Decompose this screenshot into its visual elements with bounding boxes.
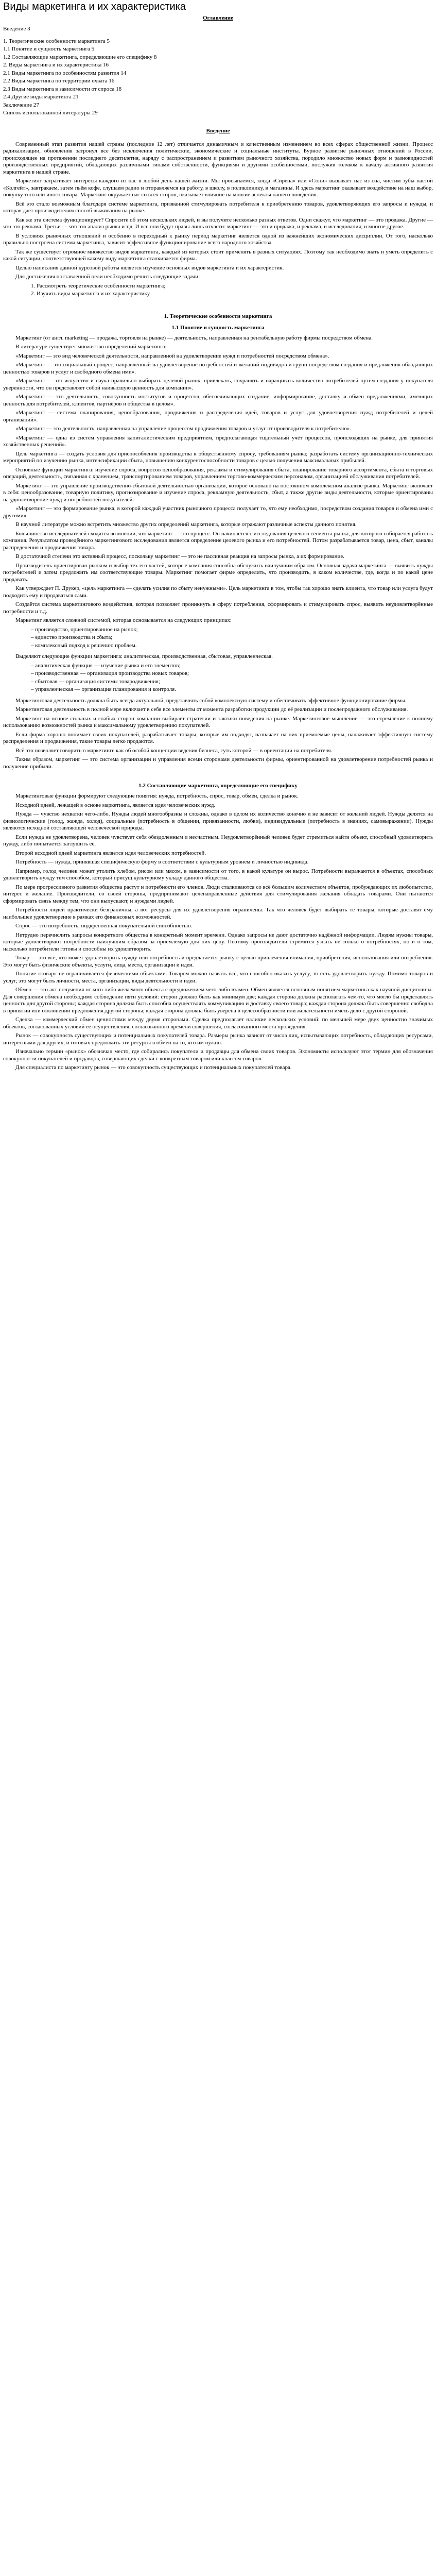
list-item: – производственная — организация производства новых товаров;	[31, 670, 189, 676]
paragraph: Если нужда не удовлетворена, человек чувствует себя обездоленным и несчастным. Неудовлетворённый человек будет стремиться найти объект, способный удовлетворить нужду, либо попытается заглушить её.	[3, 834, 433, 847]
paragraph: Для специалиста по маркетингу рынок — это совокупность существующих и потенциальных покупателей товара.	[15, 1064, 292, 1071]
paragraph: Например, голод человек может утолить хлебом, рисом или мясом, в зависимости от того, в какой культуре он вырос. Потребности выражаются в объектах, способных удовлетворить нужду тем способом, который присущ культурному укладу данного общества.	[3, 868, 433, 881]
paragraph: «Маркетинг — система планирования, ценообразования, продвижения и распределения идей, товаров и услуг для удовлетворения нужд потребителей и целей организаций».	[3, 410, 433, 423]
intro-task-list	[31, 283, 433, 298]
paragraph: Понятие «товар» не ограничивается физическими объектами. Товаром можно назвать всё, что способно оказать услугу, то есть удовлетворить нужду. Помимо товаров и услуг, это могут быть личности, места, организации, виды деятельности и идеи.	[3, 971, 433, 984]
list-item: – сбытовая — организация системы товародвижения;	[31, 678, 161, 685]
section-1-1-body-3	[0, 698, 436, 771]
paragraph: Маркетинговая деятельность должна быть всегда актуальной, представлять собой комплексную систему и обеспечивать эффективное функционирование фирмы.	[15, 697, 407, 704]
toc-entry[interactable]: 1.1 Понятие и сущность маркетинга 5	[3, 46, 95, 52]
paragraph: Основные функции маркетинга: изучение спроса, вопросов ценообразования, рекламы и стимулирования сбыта, планирование товарного ассортимента, сбыта и торговых операций, деятельность, связанная с хранением, транспортированием товаров, управлением торгово-коммерческим персоналом, организацией обслуживания потребителей.	[3, 466, 433, 480]
document-title: Виды маркетинга и их характеристика	[3, 1, 186, 12]
document	[0, 1, 436, 1084]
paragraph: Товар — это всё, что может удовлетворить нужду или потребность и предлагается рынку с целью привлечения внимания, приобретения, использования или потребления. Это могут быть физические объекты, услуги, лица, места, организации и идеи.	[3, 955, 433, 968]
intro-heading: Введение	[206, 127, 230, 134]
paragraph: Маркетинг является сложной системой, которая основывается на следующих принципах:	[15, 617, 232, 623]
paragraph: Как же эта система функционирует? Спросите об этом нескольких людей, и вы получите несколько разных ответов. Одни скажут, что маркетинг — это продажа. Другие — что это реклама. Третьи — что это анализ рынка и т.д. И все они будут правы лишь отчасти: маркетинг — это и продажа, и реклама, и исследования, и многое другое.	[3, 216, 433, 230]
paragraph: В литературе существует множество определений маркетинга:	[15, 344, 167, 350]
paragraph: Рынок — совокупность существующих и потенциальных покупателей товара. Размеры рынка зависят от числа лиц, испытывающих потребность, обладающих ресурсами, интересными для других, и готовых предложить эти ресурсы в обмен на то, что им нужно.	[3, 1032, 433, 1046]
paragraph: Таким образом, маркетинг — это система организации и управления всеми сторонами деятельности фирмы, ориентированной на удовлетворение потребностей рынка и получение прибыли.	[3, 756, 433, 770]
paragraph: Маркетинг на основе сильных и слабых сторон компании выбирает стратегии и тактики поведения на рынке. Маркетинговое мышление — это стремление к полному использованию возможностей рынка и максимальному удовлетворению покупателей.	[3, 715, 433, 728]
paragraph: Большинство исследователей сходятся во мнении, что маркетинг — это процесс. Он начинается с исследования целевого сегмента рынка, для которого собирается работать компания. Результатом проведённого маркетингового исследования является определение целевого рынка и его потребностей. Потом разрабатывается товар, цена, сбыт, каналы распределения и продвижения товара.	[3, 530, 433, 551]
list-item: – единство производства и сбыта;	[31, 634, 113, 640]
list-item: – аналитическая функция — изучение рынка и его элементов;	[31, 662, 181, 669]
paragraph: Маркетинг (от англ. marketing — продажа, торговля на рынке) — деятельность, направленная на рентабельную работу фирмы посредством обмена.	[15, 334, 373, 341]
principles-list	[31, 626, 433, 650]
paragraph: Маркетинговые функции формируют следующие понятия: нужда, потребность, спрос, товар, обмен, сделка и рынок.	[15, 793, 299, 799]
paragraph: Если фирма хорошо понимает своих покупателей, разрабатывает товары, которые им подходят, назначает на них приемлемые цены, налаживает эффективную систему распределения и продвижения, такие товары легко продаются.	[3, 731, 433, 744]
toc-entry[interactable]: 1.2 Составляющие маркетинга, определяющие его специфику 8	[3, 54, 157, 60]
section-1-2-body	[0, 793, 436, 1072]
toc-entry[interactable]: Заключение 27	[3, 101, 39, 108]
paragraph: Маркетинг — это управление производственно-сбытовой деятельностью организации, которое основано на постоянном комплексном анализе рынка. Маркетинг включает в себя: ценообразование, товарную политику, прогнозирование и изучение спроса, рекламную деятельность, сбыт, а также другие виды деятельности, которые ориентированы на удовлетворение нужд и потребностей покупателей.	[3, 482, 433, 503]
paragraph: Обмен — это акт получения от кого-либо желаемого объекта с предложением чего-либо взамен. Обмен является основным понятием маркетинга как научной дисциплины. Для совершения обмена необходимо соблюдение пяти условий: сторон должно быть как минимум две; каждая сторона должна располагать чем-то, что могло бы представлять ценность для другой стороны; каждая сторона должна быть способна осуществлять коммуникацию и доставку своего товара; каждая сторона должна быть совершенно свободна в принятии или отклонении предложения другой стороны; каждая сторона должна быть уверена в целесообразности или желательности иметь дело с другой стороной.	[3, 987, 433, 1014]
paragraph: Как утверждает П. Друкер, «цель маркетинга — сделать усилия по сбыту ненужными». Цель маркетинга в том, чтобы так хорошо знать клиента, что товар или услуга будут подходить ему и продаваться сами.	[3, 585, 433, 599]
paragraph: Так же существует огромное множество видов маркетинга, каждый из которых стоит применять в разных ситуациях. Поэтому так необходимо знать и уметь определить с какой ситуации, соответствующей какому виду маркетинга сталкивается фирма.	[3, 248, 433, 262]
chapter1-heading: 1. Теоретические особенности маркетинга	[164, 313, 272, 319]
paragraph: Второй исходной идеей маркетинга является идея человеческих потребностей.	[15, 850, 206, 856]
list-item: – комплексный подход к решению проблем.	[31, 642, 137, 649]
paragraph: Изначально термин «рынок» обозначал место, где собирались покупатели и продавцы для обмена своих товаров. Экономисты используют этот термин для обозначения совокупности покупателей и продавцов, совершающих сделки с конкретным товаром или классом товаров.	[3, 1048, 433, 1062]
intro-section	[0, 141, 436, 281]
paragraph: Сделка — коммерческий обмен ценностями между двумя сторонами. Сделка предполагает наличие нескольких условий: по меньшей мере двух ценностно значимых объектов, согласованных условий её осуществления, согласованного времени совершения, согласованного места проведения.	[3, 1016, 433, 1030]
paragraph: Выделяют следующие функции маркетинга: аналитическая, производственная, сбытовая, управленческая.	[15, 653, 273, 659]
list-item: 2. Изучить виды маркетинга и их характеристику.	[31, 291, 151, 297]
list-item: – производство, ориентированное на рынок;	[31, 626, 138, 633]
table-of-contents	[0, 25, 436, 117]
paragraph: Исходной идеей, лежащей в основе маркетинга, является идея человеческих нужд.	[15, 802, 216, 808]
section-1-1-body-2	[0, 653, 436, 660]
toc-entry[interactable]: 2.2 Виды маркетинга по территории охвата 16	[3, 78, 115, 84]
section-1-1-heading: 1.1 Понятие и сущность маркетинга	[171, 324, 265, 331]
paragraph: «Маркетинг — это искусство и наука правильно выбирать целевой рынок, привлекать, сохранять и наращивать количество потребителей путём создания у покупателя уверенности, что он представляет собой наивысшую ценность для компании».	[3, 378, 433, 391]
list-item: 1. Рассмотреть теоретические особенности маркетинга;	[31, 282, 166, 289]
toc-entry[interactable]: 2.1 Виды маркетинга по особенностям развития 14	[3, 70, 127, 76]
paragraph: Потребности людей практически безграничны, а вот ресурсы для их удовлетворения ограничены. Так что человек будет выбирать те товары, которые доставят ему наибольшее удовлетворение в рамках его финансовых возможностей.	[3, 907, 433, 920]
toc-heading: Оглавление	[202, 15, 234, 21]
toc-entry[interactable]: 1. Теоретические особенности маркетинга 5	[3, 38, 110, 44]
paragraph: Для достижения поставленной цели необходимо решить следующие задачи:	[15, 274, 200, 280]
paragraph: «Маркетинг — это деятельность, направленная на управление процессом продвижения товаров и услуг от производителя к потребителю».	[15, 426, 352, 432]
paragraph: «Маркетинг — это деятельность, совокупность институтов и процессов, обеспечивающих создание, информирование, доставку и обмен предложениями, имеющих ценность для потребителей, клиентов, партнёров и общества в целом».	[3, 394, 433, 407]
paragraph: Создаётся система маркетингового воздействия, которая позволяет проникнуть в сферу потребления, сформировать и стимулировать спрос, выявить неудовлетворённые потребности и т.д.	[3, 601, 433, 615]
paragraph: Маркетинг затрагивает интересы каждого из нас в любой день нашей жизни. Мы просыпаемся, когда «Сирена» или «Сони» вызывает нас из сна, чистим зубы пастой «Колгейт», завтракаем, затем пьём кофе, слушаем радио и отправляемся на работу, в школу, в поликлинику, в магазины. И здесь маркетинг оказывает воздействие на наш выбор, покупку того или иного товара. Маркетинг окружает нас со всех сторон, оказывает влияние на многие аспекты нашего поведения.	[3, 178, 433, 198]
paragraph: «Маркетинг — это вид человеческой деятельности, направленной на удовлетворение нужд и потребностей посредством обмена».	[15, 352, 329, 359]
toc-entry[interactable]: 2.3 Виды маркетинга в зависимости от спроса 18	[3, 86, 122, 92]
toc-entry[interactable]: 2. Виды маркетинга и их характеристика 16	[3, 62, 109, 68]
paragraph: В достаточной степени это активный процесс, поскольку маркетинг — это не пассивная реакция на запросы рынка, а их формирование.	[15, 553, 345, 560]
paragraph: В условиях рыночных отношений и особенно в переходный к рынку период маркетинг является одной из важнейших экономических дисциплин. От того, насколько правильно построена система маркетинга, зависит эффективное функционирование всего народного хозяйства.	[3, 232, 433, 246]
paragraph: Всё это стало возможным благодаря системе маркетинга, призванной стимулировать потребителя к приобретению товаров, удовлетворяющих его запросы и нужды, и которая даёт производителям способ выживания на рынке.	[3, 200, 433, 214]
paragraph: Потребность — нужда, принявшая специфическую форму в соответствии с культурным уровнем и личностью индивида.	[15, 859, 309, 865]
paragraph: Современный этап развития нашей страны (последние 12 лет) отличается динамичным и качественным изменением во всех сферах общественной жизни. Процесс радикализации, обновления затронул все без исключения политические, экономические и социальные институты. Бурное развитие рыночных отношений в России, происходящее на протяжении последнего десятилетия, наряду с распространением и развитием рыночного хозяйства, породило множество новых форм и разновидностей производственных предприятий, обладающих различными типами собственности, функциями и другими особенностями, послужив толчком к началу активного развития маркетинга в нашей стране.	[3, 141, 433, 175]
paragraph: «Маркетинг — это формирование рынка, в которой каждый участник рыночного процесса получает то, что ему необходимо, посредством создания товаров и обмена ими с другими».	[3, 505, 433, 519]
toc-entry[interactable]: 2.4 Другие виды маркетинга 21	[3, 94, 79, 100]
paragraph: По мере прогрессивного развития общества растут и потребности его членов. Люди сталкиваются со всё большим количеством объектов, пробуждающих их любопытство, интерес и желание. Производители, со своей стороны, предпринимают целенаправленные действия для стимулирования желания обладать товарами. Они пытаются сформировать связь между тем, что они выпускают, и нуждами людей.	[3, 884, 433, 904]
paragraph: Всё это позволяет говорить о маркетинге как об особой концепции ведения бизнеса, суть которой — в ориентации на потребителя.	[15, 747, 333, 754]
paragraph: «Маркетинг — одна из систем управления капиталистическим предприятием, предполагающая тщательный учёт процессов, происходящих на рынке, для принятия хозяйственных решений».	[3, 434, 433, 448]
toc-entry[interactable]: Введение 3	[3, 26, 30, 32]
toc-entry[interactable]: Список использованной литературы 29	[3, 110, 98, 116]
paragraph: Целью написания данной курсовой работы является изучение основных видов маркетинга и их характеристик.	[15, 264, 284, 271]
paragraph: В научной литературе можно встретить множество других определений маркетинга, которые отражают различные аспекты данного понятия.	[15, 521, 357, 528]
list-item: – управленческая — организация планирования и контроля.	[31, 686, 176, 692]
paragraph: Спрос — это потребность, подкреплённая покупательной способностью.	[15, 923, 193, 929]
section-1-2-heading: 1.2 Составляющие маркетинга, определяющие его специфику	[138, 783, 298, 789]
paragraph: «Маркетинг — это социальный процесс, направленный на удовлетворение потребностей и желаний индивидов и групп посредством создания и предложения обладающих ценностью товаров и услуг и свободного обмена ими».	[3, 362, 433, 375]
paragraph: Производитель ориентирован рынком и выбор тех его частей, которые компания способна обслужить наилучшим образом. Основная задача маркетинга — выявить нужды потребителей и затем предложить им соответствующие товары. Маркетинг помогает фирме определить, что производить, в каком количестве, где, когда и по какой цене продавать.	[3, 562, 433, 583]
section-1-1-body	[0, 335, 436, 624]
paragraph: Нетрудно перечислить запросы конкретного общества в конкретный момент времени. Однако запросы не дают достаточно надёжной информации. Людям нужны товары, которые удовлетворяют потребности наилучшим образом за приемлемую для них цену. Поэтому производители стремятся узнать не только о потребностях, но и о том, насколько потребители готовы и способны их удовлетворить.	[3, 931, 433, 952]
paragraph: Цель маркетинга — создать условия для приспособления производства к общественному спросу, требованиям рынка; разработать систему организационно-технических мероприятий по изучению рынка, интенсификации сбыта, повышению конкурентоспособности товаров с целью получения максимальных прибылей.	[3, 450, 433, 464]
paragraph: Маркетинговая деятельность в полной мере включает в себя все элементы от момента разработки продукции до её реализации и послепродажного обслуживания.	[15, 706, 408, 713]
functions-list	[31, 663, 433, 693]
paragraph: Нужда — чувство нехватки чего-либо. Нужды людей многообразны и сложны, однако в целом их количество конечно и не зависит от желаний людей. Нужды делятся на физиологические (голод, жажда, холод), социальные (потребность в общении, привязанности, любви), индивидуальные (потребность в знаниях, самовыражении). Нужды являются исходной составляющей человеческой природы.	[3, 811, 433, 831]
